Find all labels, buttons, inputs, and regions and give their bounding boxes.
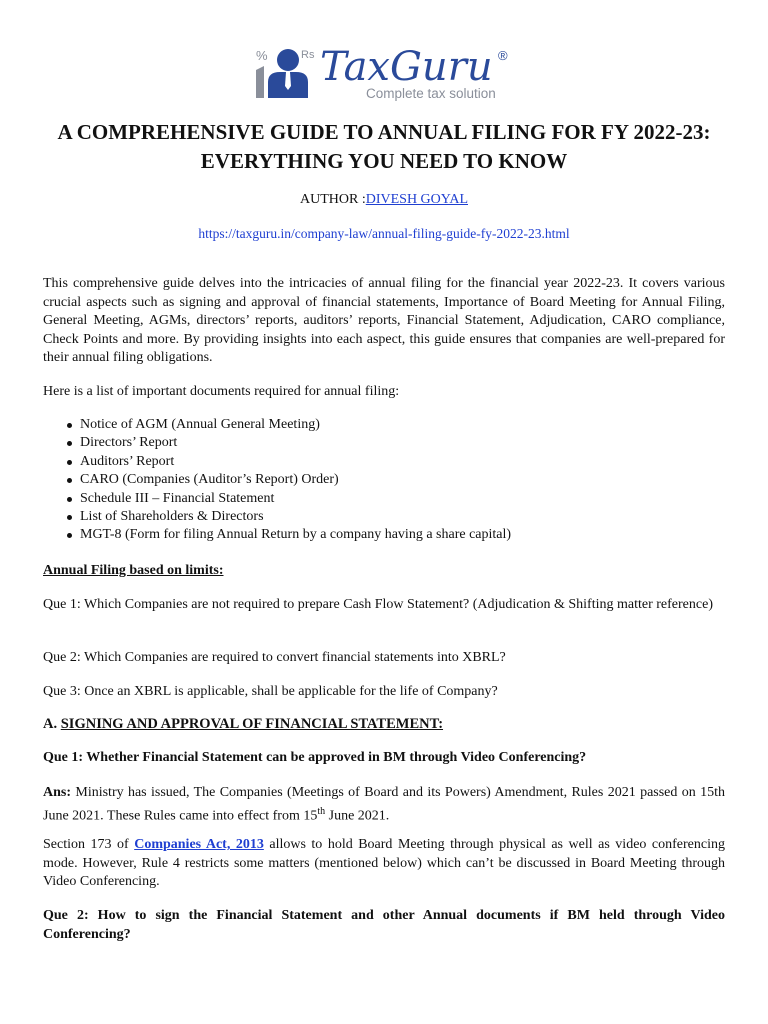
question-1: Que 1: Which Companies are not required to prepare Cash Flow Statement? (Adjudication & Shifting matter reference) bbox=[43, 597, 713, 612]
answer-paragraph bbox=[43, 784, 725, 826]
intro-paragraph: This comprehensive guide delves into the intricacies of annual filing for the financial year 2022-23. It covers various crucial aspects such as signing and approval of financial statements, Importance of Board Meeting for Annual Filing, General Meeting, AGMs, directors’ reports, auditors’ reports, Financial Statement, Adjudication, CARO compliance, Check Points and more. By providing insights into each aspect, this guide ensures that companies are well-prepared for their annual filing obligations. bbox=[43, 276, 725, 365]
answer-superscript: th bbox=[317, 805, 326, 817]
section-173-after: allows to hold Board Meeting through physical as well as video conferencing mode. However, Rule 4 restricts some matters (mentioned below) which can’t be discussed in Board Meeting through Video Conferencing. bbox=[43, 837, 725, 889]
section-173-paragraph bbox=[43, 836, 725, 892]
author-name-link[interactable]: DIVESH GOYAL bbox=[365, 192, 468, 207]
author-line bbox=[0, 192, 768, 208]
answer-label: Ans: bbox=[43, 785, 72, 800]
source-url-link[interactable]: https://taxguru.in/company-law/annual-filing-guide-fy-2022-23.html bbox=[198, 226, 570, 241]
author-label: AUTHOR : bbox=[299, 192, 366, 207]
answer-text-end: June 2021. bbox=[325, 808, 390, 824]
section-a-prefix: A. bbox=[43, 716, 61, 732]
svg-text:®: ® bbox=[498, 48, 508, 63]
section-a-question-2: Que 2: How to sign the Financial Statement and other Annual documents if BM held through Video Conferencing? bbox=[43, 908, 725, 942]
svg-text:TaxGuru: TaxGuru bbox=[320, 44, 493, 90]
list-item: Schedule III – Financial Statement bbox=[80, 490, 511, 508]
list-item: Directors’ Report bbox=[80, 434, 511, 452]
documents-list-intro: Here is a list of important documents required for annual filing: bbox=[43, 384, 400, 399]
answer-text: Ministry has issued, The Companies (Meetings of Board and its Powers) Amendment, Rules 2021 passed on 15th June 2021. These Rules came into effect from 15 bbox=[43, 785, 725, 824]
companies-act-link[interactable]: Companies Act, 2013 bbox=[134, 837, 264, 852]
taxguru-logo[interactable] bbox=[254, 42, 520, 102]
question-2: Que 2: Which Companies are required to convert financial statements into XBRL? bbox=[43, 650, 506, 665]
list-item: MGT-8 (Form for filing Annual Return by a company having a share capital) bbox=[80, 526, 511, 544]
section-a-heading bbox=[43, 715, 725, 734]
question-3: Que 3: Once an XBRL is applicable, shall be applicable for the life of Company? bbox=[43, 684, 498, 699]
page-title: A COMPREHENSIVE GUIDE TO ANNUAL FILING FOR FY 2022-23: EVERYTHING YOU NEED TO KNOW bbox=[57, 120, 711, 173]
section-a-title: SIGNING AND APPROVAL OF FINANCIAL STATEMENT: bbox=[60, 716, 444, 732]
limits-heading: Annual Filing based on limits: bbox=[43, 563, 224, 578]
documents-list bbox=[43, 416, 511, 545]
section-a-question-1: Que 1: Whether Financial Statement can be approved in BM through Video Conferencing? bbox=[43, 750, 587, 765]
list-item: Notice of AGM (Annual General Meeting) bbox=[80, 416, 511, 434]
logo-mark-icon bbox=[254, 42, 520, 102]
section-173-before: Section 173 of bbox=[43, 837, 135, 852]
svg-text:Complete tax solution: Complete tax solution bbox=[366, 86, 496, 101]
svg-text:%: % bbox=[256, 48, 268, 63]
list-item: CARO (Companies (Auditor’s Report) Order) bbox=[80, 471, 511, 489]
list-item: List of Shareholders & Directors bbox=[80, 508, 511, 526]
list-item: Auditors’ Report bbox=[80, 453, 511, 471]
svg-text:Rs: Rs bbox=[301, 49, 315, 61]
